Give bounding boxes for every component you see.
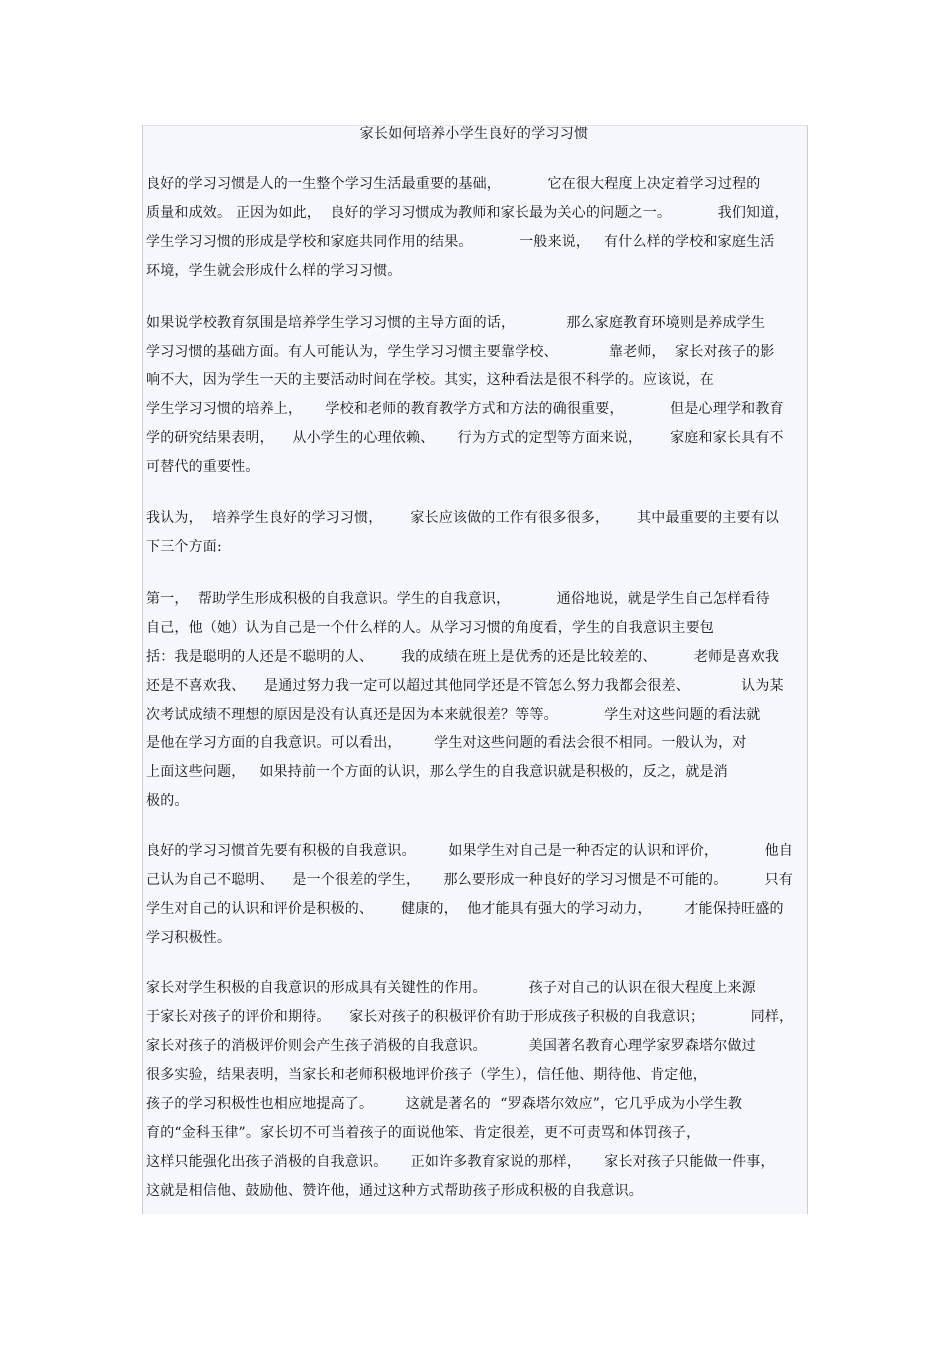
paragraph-1-line-2: 质量和成效。 正因为如此， 良好的学习习惯成为教师和家长最为关心的问题之一。 我们知道， bbox=[146, 205, 789, 221]
paragraph-2-line-4: 学生学习习惯的培养上， 学校和老师的教育教学方式和方法的确很重要， 但是心理学和教育 bbox=[146, 401, 784, 417]
paragraph-5-line-2: 己认为自己不聪明、 是一个很差的学生， 那么要形成一种良好的学习习惯是不可能的。 只有 bbox=[146, 872, 794, 888]
document-title: 家长如何培养小学生良好的学习习惯 bbox=[359, 126, 589, 142]
paragraph-4-line-7: 上面这些问题， 如果持前一个方面的认识，那么学生的自我意识就是积极的，反之，就是消 bbox=[146, 764, 728, 780]
paragraph-4-line-3: 括：我是聪明的人还是不聪明的人、 我的成绩在班上是优秀的还是比较差的、 老师是喜欢我 bbox=[146, 649, 780, 665]
paragraph-1-line-3: 学生学习习惯的形成是学校和家庭共同作用的结果。 一般来说， 有什么样的学校和家庭生活 bbox=[146, 234, 775, 250]
paragraph-5-line-1: 良好的学习习惯首先要有积极的自我意识。 如果学生对自己是一种否定的认识和评价， 他自 bbox=[146, 843, 794, 859]
paragraph-6-line-7: 这样只能强化出孩子消极的自我意识。 正如许多教育家说的那样， 家长对孩子只能做一件事， bbox=[146, 1154, 775, 1170]
paragraph-6-line-3: 家长对孩子的消极评价则会产生孩子消极的自我意识。 美国著名教育心理学家罗森塔尔做过 bbox=[146, 1038, 756, 1054]
paragraph-5-line-3: 学生对自己的认识和评价是积极的、 健康的， 他才能具有强大的学习动力， 才能保持旺盛的 bbox=[146, 901, 784, 917]
paragraph-6-line-8: 这就是相信他、鼓励他、赞许他，通过这种方式帮助孩子形成积极的自我意识。 bbox=[146, 1183, 643, 1199]
paragraph-4-line-6: 是他在学习方面的自我意识。可以看出， 学生对这些问题的看法会很不相同。一般认为，对 bbox=[146, 735, 747, 751]
paragraph-5-line-4: 学习积极性。 bbox=[146, 930, 232, 946]
paragraph-3-line-1: 我认为， 培养学生良好的学习习惯， 家长应该做的工作有很多很多， 其中最重要的主要有以 bbox=[146, 510, 780, 526]
paragraph-2-line-6: 可替代的重要性。 bbox=[146, 459, 260, 475]
paragraph-6-line-6: 育的“金科玉律”。家长切不可当着孩子的面说他笨、肯定很差，更不可责骂和体罚孩子， bbox=[146, 1125, 701, 1141]
paragraph-4-line-8: 极的。 bbox=[146, 793, 189, 809]
paragraph-4-line-2: 自己，他（她）认为自己是一个什么样的人。从学习习惯的角度看，学生的自我意识主要包 bbox=[146, 620, 714, 636]
paragraph-2-line-2: 学习习惯的基础方面。有人可能认为，学生学习习惯主要靠学校、 靠老师， 家长对孩子的影 bbox=[146, 344, 775, 360]
paragraph-6-line-2: 于家长对孩子的评价和期待。 家长对孩子的积极评价有助于形成孩子积极的自我意识； 同样， bbox=[146, 1009, 794, 1025]
paragraph-3-line-2: 下三个方面: bbox=[146, 539, 222, 555]
paragraph-4-line-5: 次考试成绩不理想的原因是没有认真还是因为本来就很差？等等。 学生对这些问题的看法就 bbox=[146, 707, 761, 723]
paragraph-6-line-1: 家长对学生积极的自我意识的形成具有关键性的作用。 孩子对自己的认识在很大程度上来源 bbox=[146, 980, 756, 996]
paragraph-1-line-4: 环境，学生就会形成什么样的学习习惯。 bbox=[146, 263, 402, 279]
paragraph-4-line-4: 还是不喜欢我、 是通过努力我一定可以超过其他同学还是不管怎么努力我都会很差、 认为某 bbox=[146, 678, 784, 694]
paragraph-2-line-3: 响不大，因为学生一天的主要活动时间在学校。其实，这种看法是很不科学的。应该说，在 bbox=[146, 372, 714, 388]
paragraph-4-line-1: 第一， 帮助学生形成积极的自我意识。学生的自我意识， 通俗地说，就是学生自己怎样看待 bbox=[146, 591, 770, 607]
paragraph-6-line-4: 很多实验，结果表明，当家长和老师积极地评价孩子（学生），信任他、期待他、肯定他， bbox=[146, 1067, 707, 1083]
paragraph-1-line-1: 良好的学习习惯是人的一生整个学习生活最重要的基础， 它在很大程度上决定着学习过程的 bbox=[146, 176, 761, 192]
paragraph-2-line-5: 学的研究结果表明， 从小学生的心理依赖、 行为方式的定型等方面来说， 家庭和家长具有不 bbox=[146, 430, 784, 446]
paragraph-2-line-1: 如果说学校教育氛围是培养学生学习习惯的主导方面的话， 那么家庭教育环境则是养成学生 bbox=[146, 315, 766, 331]
paragraph-6-line-5: 孩子的学习积极性也相应地提高了。 这就是著名的 “罗森塔尔效应”，它几乎成为小学生教 bbox=[146, 1096, 743, 1112]
